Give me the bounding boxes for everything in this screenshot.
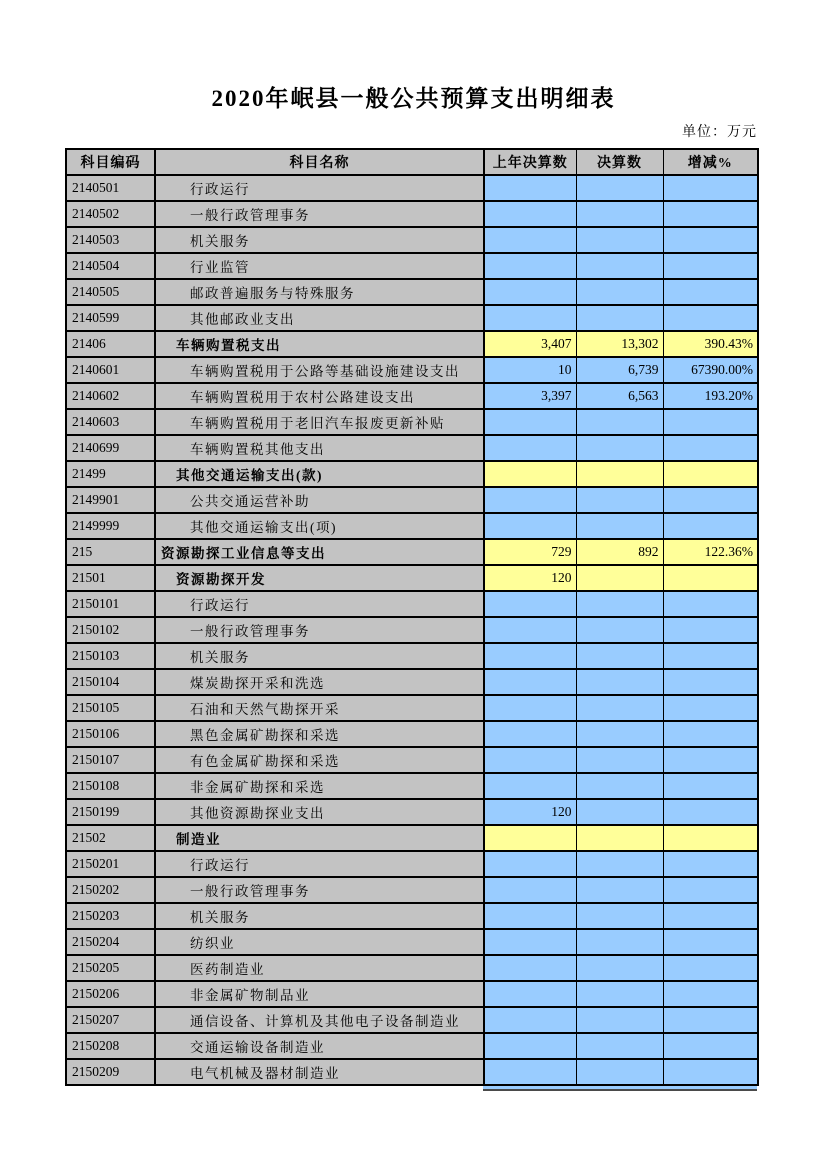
table-row [66, 461, 758, 487]
code-cell: 2150101 [66, 591, 155, 617]
code-cell: 2150106 [66, 721, 155, 747]
code-cell: 2150204 [66, 929, 155, 955]
table-row [66, 383, 758, 409]
table-row [66, 825, 758, 851]
final-cell [576, 617, 663, 643]
final-cell [576, 825, 663, 851]
change-pct-cell [663, 799, 758, 825]
final-cell [576, 253, 663, 279]
table-row [66, 513, 758, 539]
code-cell: 2150203 [66, 903, 155, 929]
header-row [66, 149, 758, 175]
final-cell [576, 591, 663, 617]
code-cell: 2150207 [66, 1007, 155, 1033]
final-cell: 892 [576, 539, 663, 565]
column-header-prev-year: 上年决算数 [484, 149, 576, 175]
table-row [66, 357, 758, 383]
code-cell: 2150102 [66, 617, 155, 643]
change-pct-cell [663, 825, 758, 851]
name-cell: 车辆购置税支出 [155, 331, 484, 357]
code-cell: 2140601 [66, 357, 155, 383]
name-cell: 其他交通运输支出(项) [155, 513, 484, 539]
change-pct-cell [663, 461, 758, 487]
change-pct-cell [663, 591, 758, 617]
name-cell: 资源勘探工业信息等支出 [155, 539, 484, 565]
name-cell: 机关服务 [155, 643, 484, 669]
name-cell: 一般行政管理事务 [155, 877, 484, 903]
code-cell: 21501 [66, 565, 155, 591]
table-row [66, 1033, 758, 1059]
name-cell: 通信设备、计算机及其他电子设备制造业 [155, 1007, 484, 1033]
prev-year-cell [484, 877, 576, 903]
final-cell: 13,302 [576, 331, 663, 357]
code-cell: 2149999 [66, 513, 155, 539]
name-cell: 车辆购置税其他支出 [155, 435, 484, 461]
change-pct-cell [663, 981, 758, 1007]
prev-year-cell [484, 487, 576, 513]
column-header-name: 科目名称 [155, 149, 484, 175]
name-cell: 非金属矿物制品业 [155, 981, 484, 1007]
final-cell [576, 565, 663, 591]
column-header-final: 决算数 [576, 149, 663, 175]
unit-label: 单位：万元 [682, 125, 757, 140]
final-cell [576, 903, 663, 929]
name-cell: 非金属矿勘探和采选 [155, 773, 484, 799]
table-row [66, 305, 758, 331]
prev-year-cell [484, 747, 576, 773]
change-pct-cell [663, 877, 758, 903]
final-cell [576, 695, 663, 721]
change-pct-cell [663, 279, 758, 305]
name-cell: 制造业 [155, 825, 484, 851]
change-pct-cell: 193.20% [663, 383, 758, 409]
prev-year-cell: 3,407 [484, 331, 576, 357]
prev-year-cell [484, 617, 576, 643]
table-row [66, 643, 758, 669]
name-cell: 其他邮政业支出 [155, 305, 484, 331]
change-pct-cell [663, 669, 758, 695]
prev-year-cell [484, 175, 576, 201]
column-header-change-pct: 增减% [663, 149, 758, 175]
table-row [66, 669, 758, 695]
table-row [66, 253, 758, 279]
change-pct-cell [663, 305, 758, 331]
final-cell [576, 279, 663, 305]
final-cell [576, 487, 663, 513]
table-row [66, 1059, 758, 1085]
prev-year-cell [484, 1059, 576, 1085]
code-cell: 2150108 [66, 773, 155, 799]
final-cell [576, 513, 663, 539]
name-cell: 电气机械及器材制造业 [155, 1059, 484, 1085]
final-cell: 6,563 [576, 383, 663, 409]
table-row [66, 903, 758, 929]
change-pct-cell [663, 617, 758, 643]
name-cell: 行政运行 [155, 851, 484, 877]
final-cell [576, 305, 663, 331]
change-pct-cell [663, 487, 758, 513]
final-cell [576, 409, 663, 435]
change-pct-cell [663, 747, 758, 773]
table-row [66, 331, 758, 357]
prev-year-cell [484, 461, 576, 487]
name-cell: 邮政普遍服务与特殊服务 [155, 279, 484, 305]
code-cell: 2150103 [66, 643, 155, 669]
name-cell: 有色金属矿勘探和采选 [155, 747, 484, 773]
change-pct-cell [663, 201, 758, 227]
prev-year-cell [484, 721, 576, 747]
final-cell [576, 669, 663, 695]
budget-table-container [65, 148, 757, 1091]
prev-year-cell [484, 591, 576, 617]
code-cell: 2150205 [66, 955, 155, 981]
prev-year-cell [484, 1033, 576, 1059]
prev-year-cell [484, 643, 576, 669]
code-cell: 21499 [66, 461, 155, 487]
final-cell [576, 435, 663, 461]
table-row [66, 201, 758, 227]
table-row [66, 1007, 758, 1033]
code-cell: 2150104 [66, 669, 155, 695]
prev-year-cell [484, 669, 576, 695]
code-cell: 2150206 [66, 981, 155, 1007]
final-cell [576, 461, 663, 487]
budget-table [65, 148, 759, 1086]
prev-year-cell [484, 513, 576, 539]
table-row [66, 929, 758, 955]
code-cell: 2140505 [66, 279, 155, 305]
change-pct-cell [663, 695, 758, 721]
code-cell: 2140699 [66, 435, 155, 461]
name-cell: 纺织业 [155, 929, 484, 955]
prev-year-cell [484, 695, 576, 721]
change-pct-cell [663, 175, 758, 201]
table-row [66, 877, 758, 903]
code-cell: 2150202 [66, 877, 155, 903]
change-pct-cell [663, 929, 758, 955]
code-cell: 2150199 [66, 799, 155, 825]
table-row [66, 617, 758, 643]
code-cell: 2140504 [66, 253, 155, 279]
name-cell: 其他资源勘探业支出 [155, 799, 484, 825]
code-cell: 215 [66, 539, 155, 565]
final-cell [576, 201, 663, 227]
code-cell: 21502 [66, 825, 155, 851]
code-cell: 2150208 [66, 1033, 155, 1059]
final-cell [576, 929, 663, 955]
name-cell: 公共交通运营补助 [155, 487, 484, 513]
change-pct-cell [663, 435, 758, 461]
final-cell [576, 227, 663, 253]
table-row [66, 227, 758, 253]
clipped-next-row-strip [483, 1086, 757, 1091]
name-cell: 机关服务 [155, 227, 484, 253]
prev-year-cell: 120 [484, 799, 576, 825]
final-cell [576, 981, 663, 1007]
name-cell: 车辆购置税用于公路等基础设施建设支出 [155, 357, 484, 383]
change-pct-cell [663, 253, 758, 279]
change-pct-cell [663, 1007, 758, 1033]
code-cell: 2150201 [66, 851, 155, 877]
table-row [66, 747, 758, 773]
change-pct-cell [663, 773, 758, 799]
final-cell [576, 1033, 663, 1059]
prev-year-cell [484, 773, 576, 799]
name-cell: 交通运输设备制造业 [155, 1033, 484, 1059]
code-cell: 2140501 [66, 175, 155, 201]
name-cell: 黑色金属矿勘探和采选 [155, 721, 484, 747]
name-cell: 行业监管 [155, 253, 484, 279]
name-cell: 煤炭勘探开采和洗选 [155, 669, 484, 695]
table-row [66, 539, 758, 565]
prev-year-cell [484, 955, 576, 981]
final-cell [576, 175, 663, 201]
table-row [66, 721, 758, 747]
name-cell: 车辆购置税用于农村公路建设支出 [155, 383, 484, 409]
code-cell: 21406 [66, 331, 155, 357]
final-cell [576, 1059, 663, 1085]
change-pct-cell [663, 903, 758, 929]
change-pct-cell [663, 643, 758, 669]
prev-year-cell [484, 929, 576, 955]
table-row [66, 851, 758, 877]
table-body [66, 175, 758, 1085]
table-row [66, 487, 758, 513]
prev-year-cell [484, 305, 576, 331]
final-cell [576, 773, 663, 799]
prev-year-cell: 3,397 [484, 383, 576, 409]
final-cell [576, 799, 663, 825]
prev-year-cell [484, 253, 576, 279]
name-cell: 行政运行 [155, 175, 484, 201]
prev-year-cell [484, 903, 576, 929]
prev-year-cell [484, 1007, 576, 1033]
name-cell: 一般行政管理事务 [155, 201, 484, 227]
name-cell: 车辆购置税用于老旧汽车报废更新补贴 [155, 409, 484, 435]
final-cell [576, 1007, 663, 1033]
prev-year-cell [484, 851, 576, 877]
code-cell: 2150209 [66, 1059, 155, 1085]
prev-year-cell [484, 435, 576, 461]
table-row [66, 695, 758, 721]
code-cell: 2150105 [66, 695, 155, 721]
code-cell: 2149901 [66, 487, 155, 513]
prev-year-cell [484, 279, 576, 305]
page-title: 2020年岷县一般公共预算支出明细表 [211, 86, 616, 111]
code-cell: 2140603 [66, 409, 155, 435]
name-cell: 石油和天然气勘探开采 [155, 695, 484, 721]
final-cell: 6,739 [576, 357, 663, 383]
table-row [66, 409, 758, 435]
code-cell: 2140599 [66, 305, 155, 331]
change-pct-cell [663, 565, 758, 591]
prev-year-cell: 10 [484, 357, 576, 383]
change-pct-cell [663, 851, 758, 877]
change-pct-cell [663, 409, 758, 435]
final-cell [576, 721, 663, 747]
change-pct-cell [663, 1059, 758, 1085]
change-pct-cell [663, 1033, 758, 1059]
change-pct-cell: 122.36% [663, 539, 758, 565]
change-pct-cell: 67390.00% [663, 357, 758, 383]
final-cell [576, 851, 663, 877]
code-cell: 2140503 [66, 227, 155, 253]
table-row [66, 591, 758, 617]
column-header-code: 科目编码 [66, 149, 155, 175]
final-cell [576, 877, 663, 903]
table-row [66, 565, 758, 591]
table-row [66, 799, 758, 825]
code-cell: 2140502 [66, 201, 155, 227]
prev-year-cell [484, 201, 576, 227]
change-pct-cell [663, 227, 758, 253]
prev-year-cell [484, 227, 576, 253]
table-row [66, 955, 758, 981]
prev-year-cell [484, 825, 576, 851]
name-cell: 行政运行 [155, 591, 484, 617]
change-pct-cell [663, 721, 758, 747]
code-cell: 2140602 [66, 383, 155, 409]
name-cell: 一般行政管理事务 [155, 617, 484, 643]
final-cell [576, 747, 663, 773]
name-cell: 资源勘探开发 [155, 565, 484, 591]
prev-year-cell: 120 [484, 565, 576, 591]
table-row [66, 981, 758, 1007]
change-pct-cell: 390.43% [663, 331, 758, 357]
name-cell: 其他交通运输支出(款) [155, 461, 484, 487]
table-row [66, 279, 758, 305]
table-row [66, 773, 758, 799]
table-row [66, 435, 758, 461]
prev-year-cell: 729 [484, 539, 576, 565]
final-cell [576, 955, 663, 981]
table-row [66, 175, 758, 201]
final-cell [576, 643, 663, 669]
name-cell: 机关服务 [155, 903, 484, 929]
change-pct-cell [663, 513, 758, 539]
name-cell: 医药制造业 [155, 955, 484, 981]
prev-year-cell [484, 981, 576, 1007]
change-pct-cell [663, 955, 758, 981]
prev-year-cell [484, 409, 576, 435]
code-cell: 2150107 [66, 747, 155, 773]
